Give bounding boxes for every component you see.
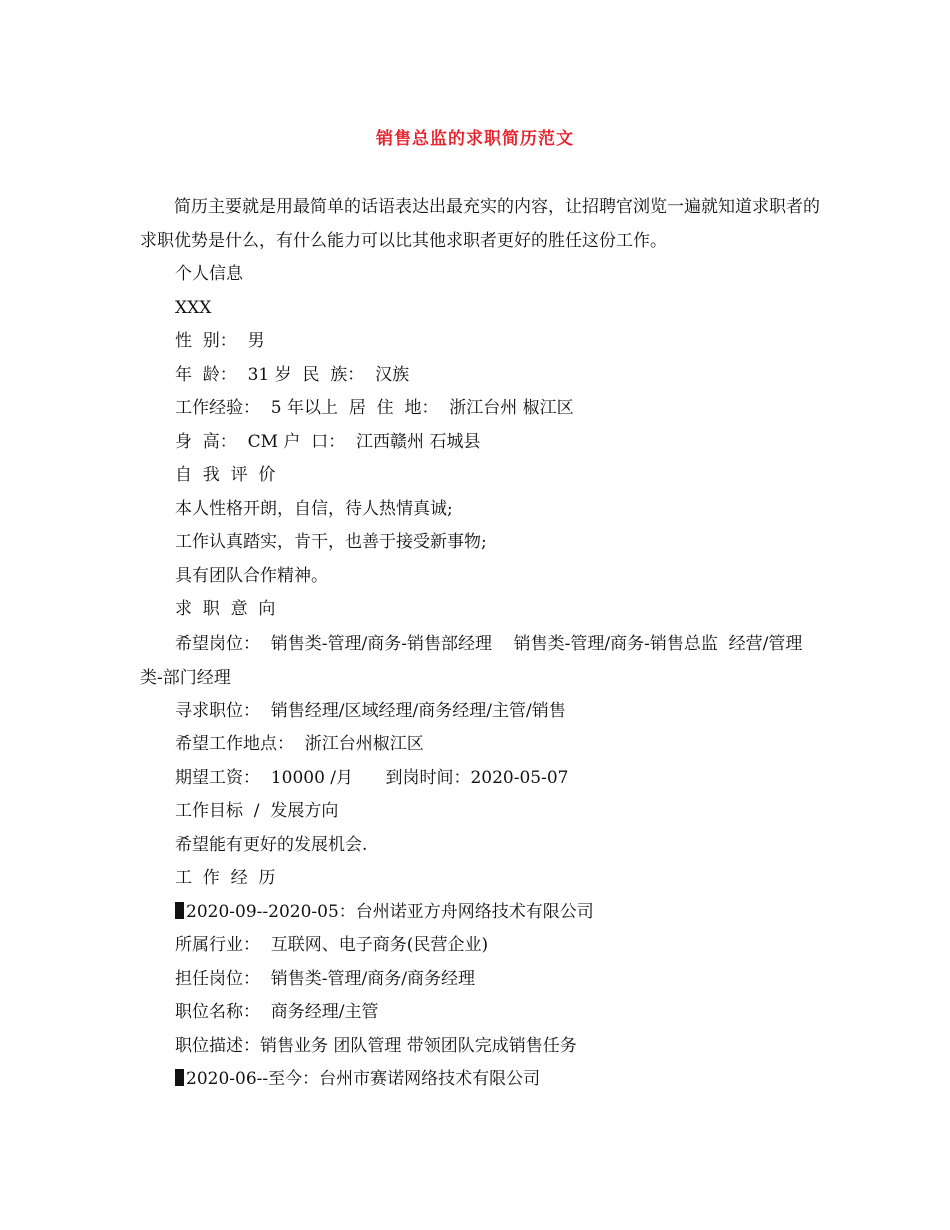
- self-evaluation-line: 本人性格开朗，自信，待人热情真诚;: [175, 498, 453, 519]
- intent-seeking-position: 寻求职位： 销售经理/区域经理/商务经理/主管/销售: [175, 700, 566, 721]
- intent-salary-start-date: 期望工资： 10000 /月 到岗时间：2020-05-07: [175, 767, 569, 788]
- self-evaluation-line: 具有团队合作精神。: [175, 565, 328, 586]
- intro-paragraph: 简历主要就是用最简单的话语表达出最充实的内容，让招聘官浏览一遍就知道求职者的求职优势是什么，有什么能力可以比其他求职者更好的胜任这份工作。: [140, 197, 820, 251]
- personal-name: XXX: [175, 297, 212, 318]
- job-post: 担任岗位： 销售类-管理/商务/商务经理: [175, 968, 476, 989]
- intent-desired-positions: 希望岗位： 销售类-管理/商务-销售部经理 销售类-管理/商务-销售总监 经营/管理类-部门经理: [140, 633, 803, 688]
- job-entry-period: [140, 1063, 820, 1097]
- self-evaluation-heading: 自 我 评 价: [175, 465, 276, 485]
- intent-work-location: 希望工作地点： 浙江台州椒江区: [175, 734, 424, 754]
- block-bullet-icon: [175, 902, 184, 919]
- job-description: 职位描述：销售业务 团队管理 带领团队完成销售任务: [175, 1035, 577, 1056]
- work-history-heading: 工 作 经 历: [175, 868, 276, 888]
- personal-height-hukou: 身 高： CM 户 口： 江西赣州 石城县: [175, 431, 481, 452]
- job-entry-period: [140, 896, 820, 930]
- personal-age-ethnicity: 年 龄： 31 岁 民 族： 汉族: [175, 364, 410, 385]
- self-evaluation-line: 工作认真踏实，肯干，也善于接受新事物;: [175, 532, 487, 552]
- document-body: [140, 190, 820, 1097]
- job-entry-period-text: 2020-06--至今：台州市赛诺网络技术有限公司: [186, 1069, 541, 1089]
- personal-experience-residence: 工作经验： 5 年以上 居 住 地： 浙江台州 椒江区: [175, 398, 574, 418]
- block-bullet-icon: [175, 1069, 184, 1086]
- document-title: 销售总监的求职简历范文: [376, 129, 574, 149]
- job-title: 职位名称： 商务经理/主管: [175, 1002, 379, 1022]
- job-intent-heading: 求 职 意 向: [175, 599, 276, 619]
- personal-info-heading: 个人信息: [175, 264, 243, 284]
- job-entry-period-text: 2020-09--2020-05：台州诺亚方舟网络技术有限公司: [186, 901, 594, 922]
- work-goal-heading: 工作目标 / 发展方向: [175, 801, 339, 821]
- work-goal-text: 希望能有更好的发展机会.: [175, 834, 368, 855]
- personal-gender: 性 别： 男: [175, 331, 265, 351]
- job-industry: 所属行业： 互联网、电子商务(民营企业): [175, 935, 489, 955]
